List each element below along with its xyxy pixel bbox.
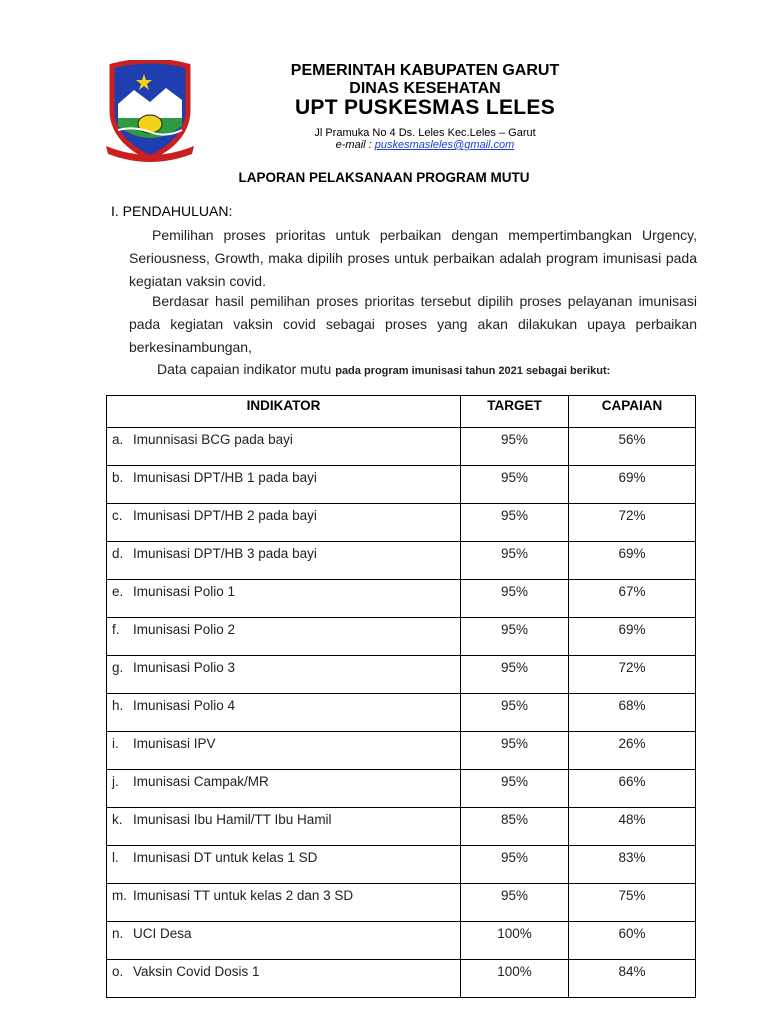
capaian-cell: 66%	[569, 770, 696, 808]
table-row	[107, 466, 696, 504]
indicator-marker: d.	[112, 546, 124, 561]
indicator-marker: m.	[112, 888, 127, 903]
indicator-name: Imunisasi TT untuk kelas 2 dan 3 SD	[133, 888, 354, 903]
indicator-name: Imunisasi Campak/MR	[133, 774, 269, 789]
capaian-cell: 69%	[569, 466, 696, 504]
indicator-marker: n.	[112, 926, 124, 941]
capaian-cell: 72%	[569, 656, 696, 694]
section-heading: I. PENDAHULUAN:	[111, 203, 233, 219]
indicator-marker: l.	[112, 850, 119, 865]
indicator-cell	[107, 732, 461, 770]
kabupaten-garut-emblem-icon	[104, 60, 196, 164]
indicator-cell	[107, 542, 461, 580]
capaian-cell: 60%	[569, 922, 696, 960]
indicator-cell	[107, 694, 461, 732]
target-cell: 95%	[461, 618, 569, 656]
indicator-name: Imunisasi IPV	[133, 736, 216, 751]
report-title: LAPORAN PELAKSANAAN PROGRAM MUTU	[238, 170, 530, 185]
capaian-cell: 48%	[569, 808, 696, 846]
indicator-name: Imunnisasi BCG pada bayi	[133, 432, 293, 447]
capaian-cell: 69%	[569, 542, 696, 580]
table-row	[107, 656, 696, 694]
target-cell: 95%	[461, 732, 569, 770]
indicator-marker: a.	[112, 432, 124, 447]
table-row	[107, 618, 696, 656]
data-intro-text: Data capaian indikator mutu	[157, 361, 336, 377]
capaian-cell: 84%	[569, 960, 696, 998]
indicator-name: Imunisasi Polio 2	[133, 622, 236, 637]
capaian-cell: 83%	[569, 846, 696, 884]
capaian-cell: 56%	[569, 428, 696, 466]
table-row	[107, 504, 696, 542]
indicator-cell	[107, 428, 461, 466]
indicator-name: Imunisasi DPT/HB 2 pada bayi	[133, 508, 317, 523]
indicator-name: Imunisasi DPT/HB 1 pada bayi	[133, 470, 317, 485]
target-cell: 95%	[461, 656, 569, 694]
header-government-name: PEMERINTAH KABUPATEN GARUT	[290, 62, 560, 79]
capaian-cell: 69%	[569, 618, 696, 656]
indicator-name: UCI Desa	[133, 926, 192, 941]
indicator-cell	[107, 884, 461, 922]
capaian-cell: 68%	[569, 694, 696, 732]
indicator-name: Vaksin Covid Dosis 1	[133, 964, 260, 979]
indicator-name: Imunisasi Polio 1	[133, 584, 236, 599]
table-row	[107, 694, 696, 732]
table-row	[107, 922, 696, 960]
table-row	[107, 580, 696, 618]
table-row	[107, 770, 696, 808]
indicator-marker: i.	[112, 736, 119, 751]
indicator-marker: c.	[112, 508, 123, 523]
indicator-cell	[107, 580, 461, 618]
indicator-cell	[107, 808, 461, 846]
indicator-marker: b.	[112, 470, 124, 485]
header-indikator: INDIKATOR	[107, 396, 461, 428]
indicator-cell	[107, 504, 461, 542]
header-department: DINAS KESEHATAN	[349, 80, 501, 97]
header-email-line	[240, 139, 610, 151]
data-intro-bold: pada program imunisasi tahun 2021 sebagai berikut:	[335, 365, 611, 377]
indicator-cell	[107, 770, 461, 808]
target-cell: 95%	[461, 846, 569, 884]
table-row	[107, 428, 696, 466]
target-cell: 95%	[461, 884, 569, 922]
target-cell: 95%	[461, 580, 569, 618]
target-cell: 100%	[461, 960, 569, 998]
indicator-marker: e.	[112, 584, 124, 599]
indicator-name: Imunisasi Ibu Hamil/TT Ibu Hamil	[133, 812, 332, 827]
target-cell: 95%	[461, 694, 569, 732]
email-label: e-mail :	[335, 139, 372, 151]
table-row	[107, 960, 696, 998]
table-row	[107, 846, 696, 884]
table-row	[107, 884, 696, 922]
indicator-cell	[107, 466, 461, 504]
target-cell: 100%	[461, 922, 569, 960]
indicator-marker: f.	[112, 622, 120, 637]
indicator-name: Imunisasi Polio 4	[133, 698, 236, 713]
indicator-marker: h.	[112, 698, 124, 713]
target-cell: 95%	[461, 504, 569, 542]
indicator-marker: o.	[112, 964, 124, 979]
capaian-cell: 67%	[569, 580, 696, 618]
header-address: Jl Pramuka No 4 Ds. Leles Kec.Leles – Garut	[314, 127, 536, 139]
table-row	[107, 542, 696, 580]
target-cell: 85%	[461, 808, 569, 846]
header-target: TARGET	[461, 396, 569, 428]
indicator-cell	[107, 846, 461, 884]
email-link[interactable]: puskesmasleles@gmail.com	[374, 139, 515, 151]
data-intro-line	[157, 361, 610, 377]
target-cell: 95%	[461, 466, 569, 504]
header-capaian: CAPAIAN	[569, 396, 696, 428]
indicator-cell	[107, 656, 461, 694]
capaian-cell: 26%	[569, 732, 696, 770]
indicator-marker: j.	[112, 774, 119, 789]
target-cell: 95%	[461, 428, 569, 466]
table-row	[107, 732, 696, 770]
indicator-marker: k.	[112, 812, 123, 827]
header-institution: UPT PUSKESMAS LELES	[294, 96, 556, 119]
paragraph-2: Berdasar hasil pemilihan proses prioritas tersebut dipilih proses pelayanan imunisasi pada kegiatan vaksin covid sebagai proses yang akan dilakukan upaya perbaikan berkesinambungan,	[129, 293, 697, 355]
indicator-table	[106, 395, 696, 998]
indicator-name: Imunisasi DPT/HB 3 pada bayi	[133, 546, 317, 561]
capaian-cell: 75%	[569, 884, 696, 922]
paragraph-1: Pemilihan proses prioritas untuk perbaikan dengan mempertimbangkan Urgency, Seriousness, Growth, maka dipilih proses untuk perbaikan adalah program imunisasi pada kegiatan vaksin covid.	[129, 227, 697, 289]
table-row	[107, 808, 696, 846]
target-cell: 95%	[461, 770, 569, 808]
target-cell: 95%	[461, 542, 569, 580]
indicator-cell	[107, 922, 461, 960]
indicator-cell	[107, 618, 461, 656]
table-header-row	[107, 396, 696, 428]
indicator-cell	[107, 960, 461, 998]
indicator-name: Imunisasi DT untuk kelas 1 SD	[133, 850, 318, 865]
indicator-marker: g.	[112, 660, 124, 675]
capaian-cell: 72%	[569, 504, 696, 542]
indicator-name: Imunisasi Polio 3	[133, 660, 236, 675]
